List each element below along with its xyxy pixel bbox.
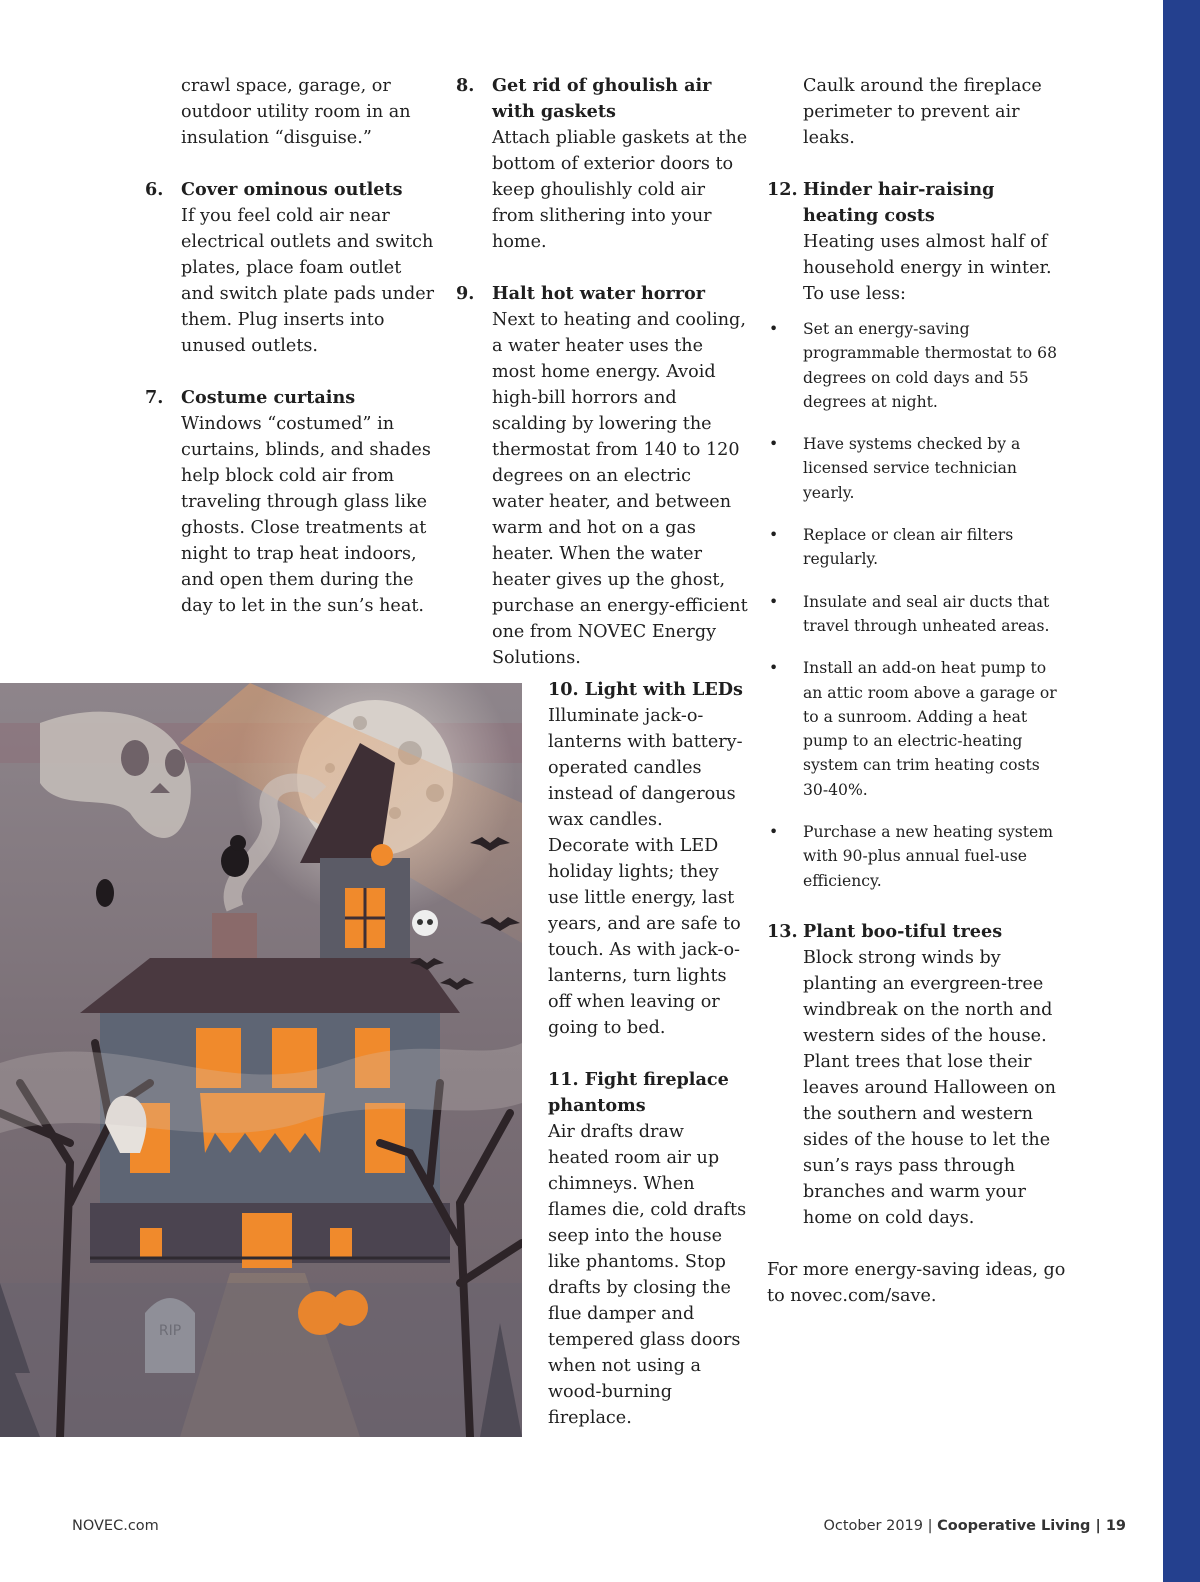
tip-title: Costume curtains [181, 387, 356, 408]
tip-title: 11. Fight fireplace phantoms [548, 1069, 729, 1116]
tip-body: Air drafts draw heated room air up chimneys. When flames die, cold drafts seep into the house like phantoms. Stop drafts by closing the flue damper and tempered glass doors when not using a wood-burning fireplace. [548, 1122, 747, 1428]
tip-body: Illuminate jack-o-lanterns with battery-operated candles instead of dangerous wax candles. Decorate with LED holiday lights; they use little energy, last years, and are safe to touch. As with jack-o-lanterns, turn lights off when leaving or going to bed. [548, 706, 743, 1038]
list-item: • Have systems checked by a licensed service technician yearly. [803, 432, 1067, 505]
tip-body: Block strong winds by planting an evergreen-tree windbreak on the north and western sides of the house. Plant trees that lose their leaves around Halloween on the southern and western sides of the house to let the sun’s rays pass through branches and warm your home on cold days. [803, 947, 1056, 1228]
tip-item-9 [456, 281, 748, 671]
pumpkin-icon [332, 1290, 368, 1326]
tip-body: Next to heating and cooling, a water heater uses the most home energy. Avoid high-bill horrors and scalding by lowering the thermostat from 140 to 120 degrees on an electric water heater, and between warm and hot on a gas heater. When the water heater gives up the ghost, purchase an energy-efficient one from NOVEC Energy Solutions. [492, 310, 748, 668]
ground-fog [0, 1283, 522, 1437]
round-window [371, 844, 393, 866]
list-item: • Set an energy-saving programmable thermostat to 68 degrees on cold days and 55 degrees at night. [803, 317, 1067, 414]
footer-publication [823, 1518, 1126, 1534]
tip-item-7 [145, 385, 435, 619]
continued-text-item-5 [145, 73, 435, 151]
owl-icon [96, 879, 114, 907]
list-item: • Insulate and seal air ducts that travel through unheated areas. [803, 590, 1067, 639]
page-number: 19 [1105, 1518, 1126, 1534]
haunted-house-illustration [0, 683, 522, 1437]
accent-bar [1163, 0, 1200, 1582]
column-1 [145, 73, 435, 645]
column-4 [767, 73, 1067, 1335]
tip-title: Get rid of ghoulish air with gaskets [492, 75, 712, 122]
tip-title: Plant boo-tiful trees [803, 920, 1003, 942]
front-door [242, 1213, 292, 1268]
tip-number: 8. [456, 75, 475, 96]
tip-title: Hinder hair-raising heating costs [803, 179, 995, 226]
tip-title: 10. Light with LEDs [548, 679, 743, 700]
tip-item-8 [456, 73, 748, 255]
tip-body: If you feel cold air near electrical outlets and switch plates, place foam outlet and switch plate pads under them. Plug inserts into unused outlets. [181, 206, 435, 356]
tip-number: 13. [767, 920, 798, 942]
tip-item-10 [548, 677, 748, 1041]
closing-text: For more energy-saving ideas, go to novec.com/save. [767, 1259, 1066, 1306]
tip-number: 6. [145, 179, 164, 200]
tip-item-11 [548, 1067, 748, 1431]
tip-item-13 [767, 919, 1067, 1231]
footer-separator: | [923, 1518, 938, 1534]
tip-number: 9. [456, 283, 475, 304]
column-3 [548, 677, 748, 1457]
list-item: • Install an add-on heat pump to an attic room above a garage or to a sunroom. Adding a heat pump to an electric-heating system can trim heating costs 30-40%. [803, 656, 1067, 802]
footer-brand: Cooperative Living [937, 1518, 1091, 1534]
heating-tips-list [767, 317, 1067, 893]
haunted-house-art [0, 683, 522, 1437]
tip-body: Heating uses almost half of household energy in winter. To use less: [803, 232, 1052, 304]
tip-item-6 [145, 177, 435, 359]
tip-number: 7. [145, 387, 164, 408]
tip-number: 12. [767, 179, 798, 200]
tip-title: Cover ominous outlets [181, 179, 403, 200]
skull-icon [412, 910, 438, 936]
footer-page-separator: | [1090, 1518, 1106, 1534]
tip-body: Attach pliable gaskets at the bottom of exterior doors to keep ghoulishly cold air from slithering into your home. [492, 128, 748, 252]
tip-body: Windows “costumed” in curtains, blinds, and shades help block cold air from traveling through glass like ghosts. Close treatments at night to trap heat indoors, and open them during the day to let in the sun’s heat. [181, 414, 431, 616]
tip-item-12 [767, 177, 1067, 307]
continued-text: crawl space, garage, or outdoor utility room in an insulation “disguise.” [181, 76, 411, 148]
tombstone-text: RIP [158, 1323, 182, 1339]
list-item: • Replace or clean air filters regularly. [803, 523, 1067, 572]
continued-text: Caulk around the fireplace perimeter to prevent air leaks. [803, 76, 1042, 148]
list-item: • Purchase a new heating system with 90-plus annual fuel-use efficiency. [803, 820, 1067, 893]
column-2 [456, 73, 748, 697]
tip-title: Halt hot water horror [492, 283, 706, 304]
closing-note [767, 1257, 1067, 1309]
continued-text-item-11 [767, 73, 1067, 151]
footer-date: October 2019 [823, 1518, 923, 1534]
footer-site: NOVEC.com [72, 1518, 159, 1534]
